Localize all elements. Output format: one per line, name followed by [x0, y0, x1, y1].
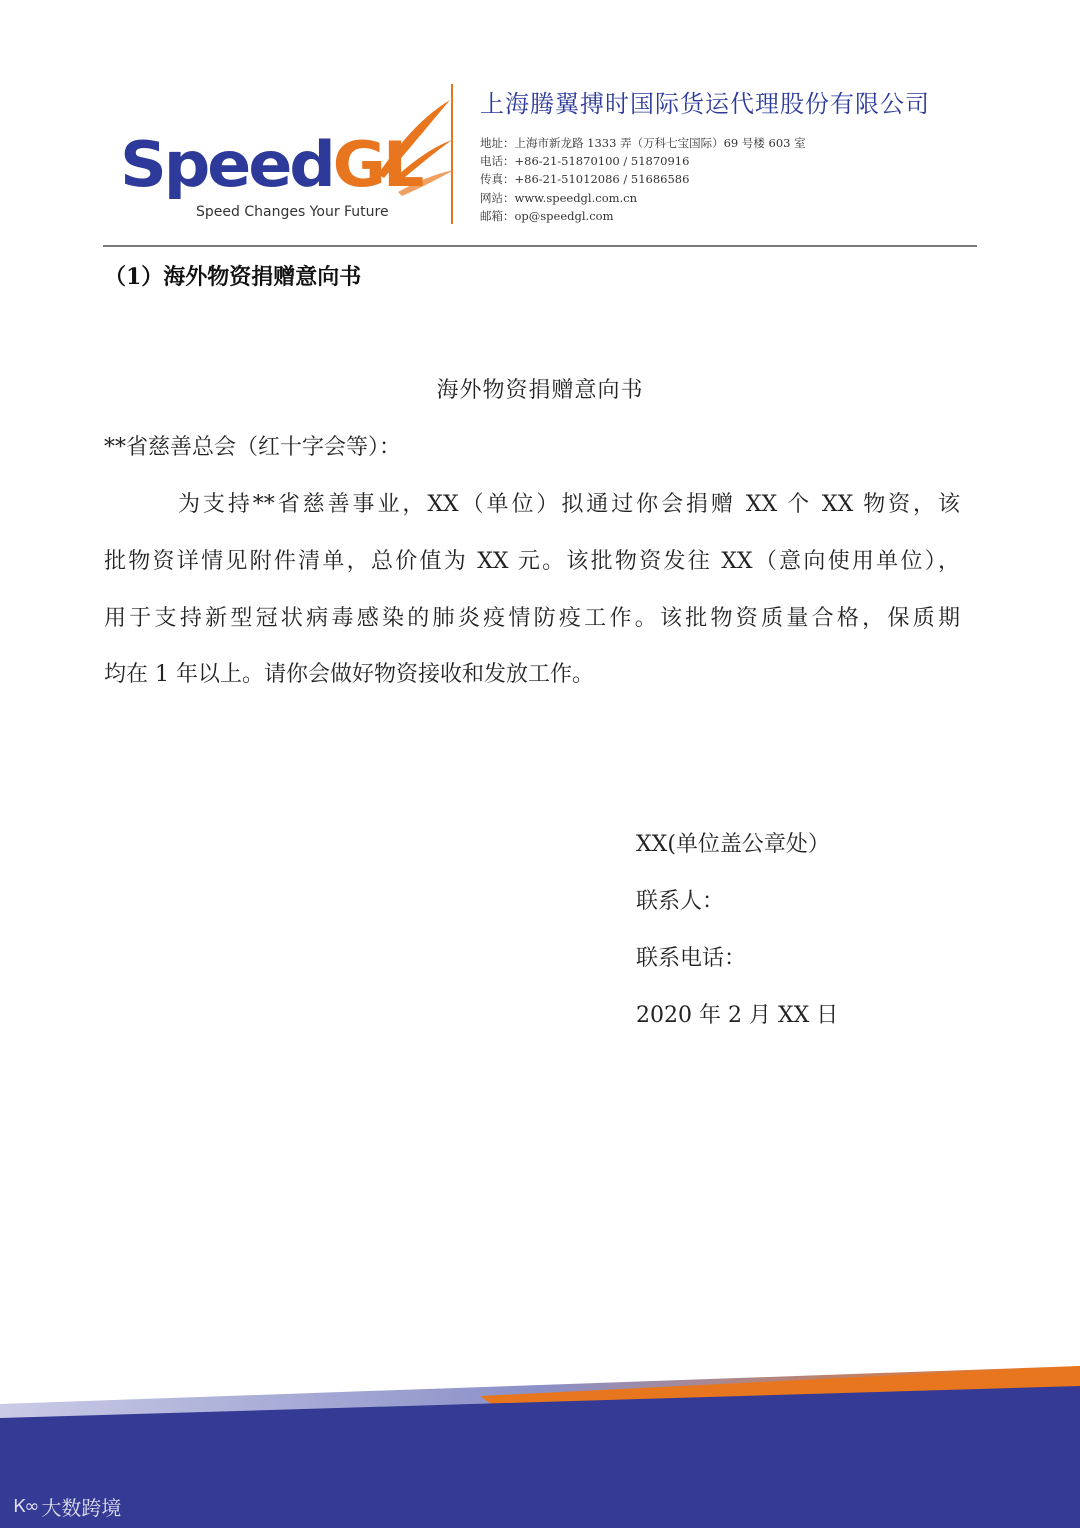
body-line: 为支持**省慈善事业，XX（单位）拟通过你会捐赠 XX 个 XX 物资，该: [178, 492, 960, 517]
logo-tagline: Speed Changes Your Future: [196, 204, 389, 220]
body-line: 批物资详情见附件清单，总价值为 XX 元。该批物资发往 XX（意向使用单位），: [104, 549, 960, 574]
signature-unit: XX(单位盖公章处）: [636, 832, 830, 857]
address: 地址：上海市新龙路 1333 弄（万科七宝国际）69 号楼 603 室: [480, 136, 806, 150]
fax: 传真：+86-21-51012086 / 51686586: [480, 172, 690, 187]
company-name: 上海腾翼搏时国际货运代理股份有限公司: [480, 90, 930, 118]
signature-date: 2020 年 2 月 XX 日: [636, 1003, 839, 1028]
body-line: 均在 1 年以上。请你会做好物资接收和发放工作。: [104, 662, 594, 687]
signature-contact-phone: 联系电话：: [636, 946, 747, 971]
watermark: [14, 1492, 121, 1521]
logo-wordmark: SpeedGL: [120, 128, 422, 201]
website: 网站：www.speedgl.com.cn: [480, 190, 638, 205]
phone: 电话：+86-21-51870100 / 51870916: [480, 154, 690, 169]
letterhead: [0, 0, 1080, 250]
contact-info: [480, 134, 806, 225]
document-title: 海外物资捐赠意向书: [436, 378, 644, 403]
watermark-text: 大数跨境: [41, 1496, 122, 1520]
email: 邮箱：op@speedgl.com: [480, 208, 614, 223]
header-divider: [103, 245, 977, 247]
company-logo: [118, 96, 448, 228]
divider-vertical: [451, 84, 453, 224]
signature-contact-person: 联系人：: [636, 889, 725, 914]
body-line: 用于支持新型冠状病毒感染的肺炎疫情防疫工作。该批物资质量合格，保质期: [104, 606, 960, 631]
footer-band: [0, 1360, 1080, 1528]
watermark-logo-icon: Ꮶ∞: [14, 1496, 38, 1517]
section-heading: （1）海外物资捐赠意向书: [104, 264, 362, 290]
salutation: **省慈善总会（红十字会等）：: [104, 435, 402, 460]
